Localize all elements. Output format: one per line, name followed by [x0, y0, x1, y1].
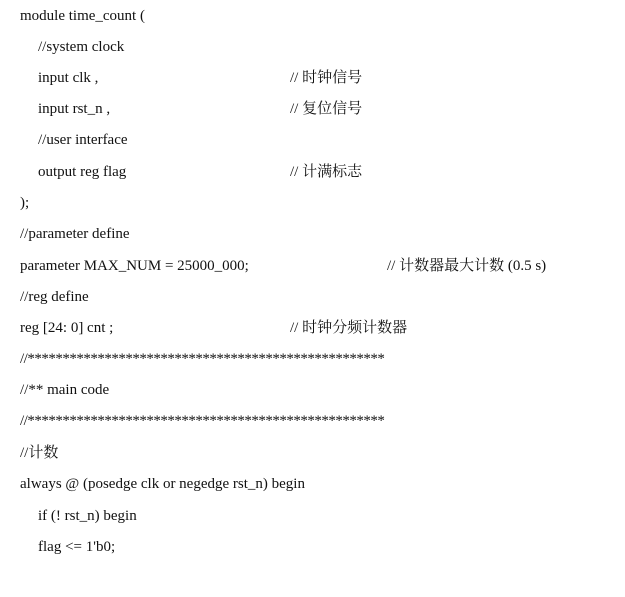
code-comment: // 计满标志	[290, 164, 363, 180]
code-text: //parameter define	[20, 226, 130, 242]
code-comment: // 时钟分频计数器	[290, 320, 408, 336]
code-line-1	[0, 6, 625, 37]
code-line-7	[0, 193, 625, 224]
code-text: //user interface	[38, 132, 128, 148]
code-text: //** main code	[20, 382, 110, 398]
code-line-8	[0, 224, 625, 255]
code-text: output reg flag	[38, 164, 127, 180]
code-comment: // 复位信号	[290, 101, 363, 117]
code-line-17	[0, 506, 625, 537]
code-text: always @ (posedge clk or negedge rst_n) begin	[20, 476, 305, 492]
code-text: parameter MAX_NUM = 25000_000;	[20, 258, 249, 274]
code-line-2	[0, 37, 625, 68]
code-line-5	[0, 130, 625, 161]
code-line-14	[0, 411, 625, 442]
code-comment: // 时钟信号	[290, 70, 363, 86]
code-text: input clk ,	[38, 70, 99, 86]
code-text: flag <= 1'b0;	[38, 539, 116, 555]
code-text: //reg define	[20, 289, 89, 305]
code-line-15	[0, 443, 625, 474]
code-line-16	[0, 474, 625, 505]
code-line-11	[0, 318, 625, 349]
code-text: reg [24: 0] cnt ;	[20, 320, 114, 336]
code-line-18	[0, 537, 625, 568]
code-text: //system clock	[38, 39, 125, 55]
code-line-12	[0, 349, 625, 380]
code-line-6	[0, 162, 625, 193]
code-line-3	[0, 68, 625, 99]
code-text: //计数	[20, 445, 59, 461]
code-comment: // 计数器最大计数 (0.5 s)	[387, 258, 547, 274]
code-line-10	[0, 287, 625, 318]
code-line-4	[0, 99, 625, 130]
code-text: module time_count (	[20, 8, 145, 24]
code-line-9	[0, 256, 625, 287]
code-text: );	[20, 195, 30, 211]
code-line-13	[0, 380, 625, 411]
code-text: if (! rst_n) begin	[38, 508, 137, 524]
code-text: input rst_n ,	[38, 101, 111, 117]
code-text: //***************************************************	[20, 351, 385, 367]
code-text: //***************************************************	[20, 413, 385, 429]
